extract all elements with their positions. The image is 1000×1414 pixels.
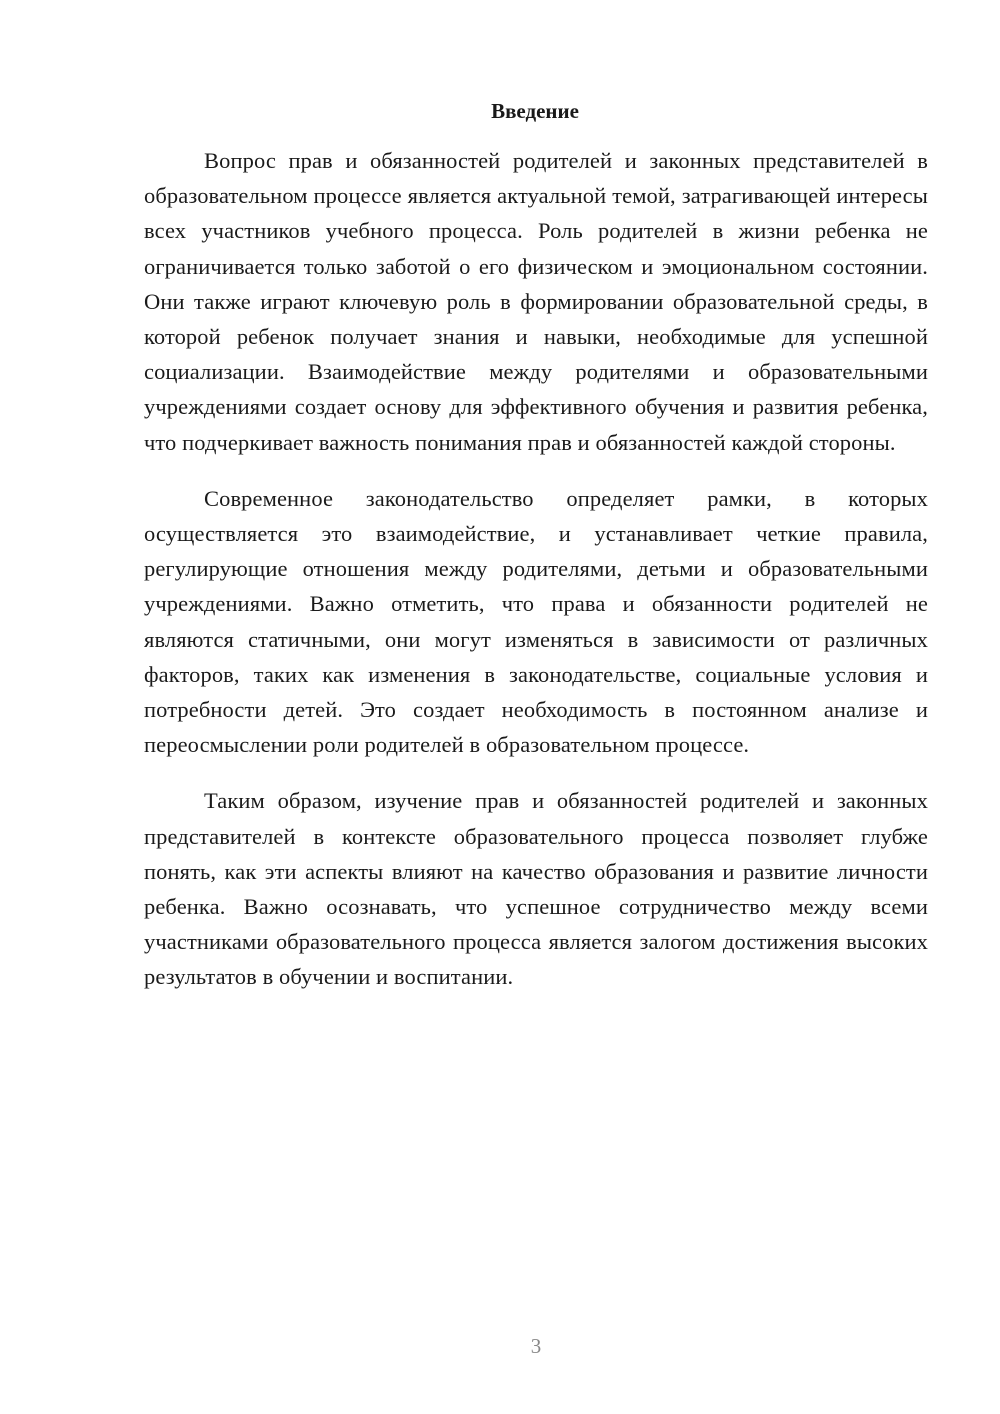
paragraph-1: Вопрос прав и обязанностей родителей и законных представителей в образовательном процессе является актуальной темой, затрагивающей интересы всех участников учебного процесса. Роль родителей в жизни ребенка не ограничивается только заботой о его физическом и эмоциональном состоянии. Они также играют ключевую роль в формировании образовательной среды, в которой ребенок получает знания и навыки, необходимые для успешной социализации. Взаимодействие между родителями и образовательными учреждениями создает основу для эффективного обучения и развития ребенка, что подчеркивает важность понимания прав и обязанностей каждой стороны. [144, 148, 928, 455]
paragraph-3: Таким образом, изучение прав и обязанностей родителей и законных представителей в контексте образовательного процесса позволяет глубже понять, как эти аспекты влияют на качество образования и развитие личности ребенка. Важно осознавать, что успешное сотрудничество между всеми участниками образовательного процесса является залогом достижения высоких результатов в обучении и воспитании. [144, 788, 928, 990]
body-text [144, 143, 928, 1016]
section-heading: Введение [491, 99, 579, 123]
page-number: 3 [530, 1334, 542, 1358]
paragraph-2: Современное законодательство определяет рамки, в которых осуществляется это взаимодействие, и устанавливает четкие правила, регулирующие отношения между родителями, детьми и образовательными учреждениями. Важно отметить, что права и обязанности родителей не являются статичными, они могут изменяться в зависимости от различных факторов, таких как изменения в законодательстве, социальные условия и потребности детей. Это создает необходимость в постоянном анализе и переосмыслении роли родителей в образовательном процессе. [144, 485, 928, 758]
